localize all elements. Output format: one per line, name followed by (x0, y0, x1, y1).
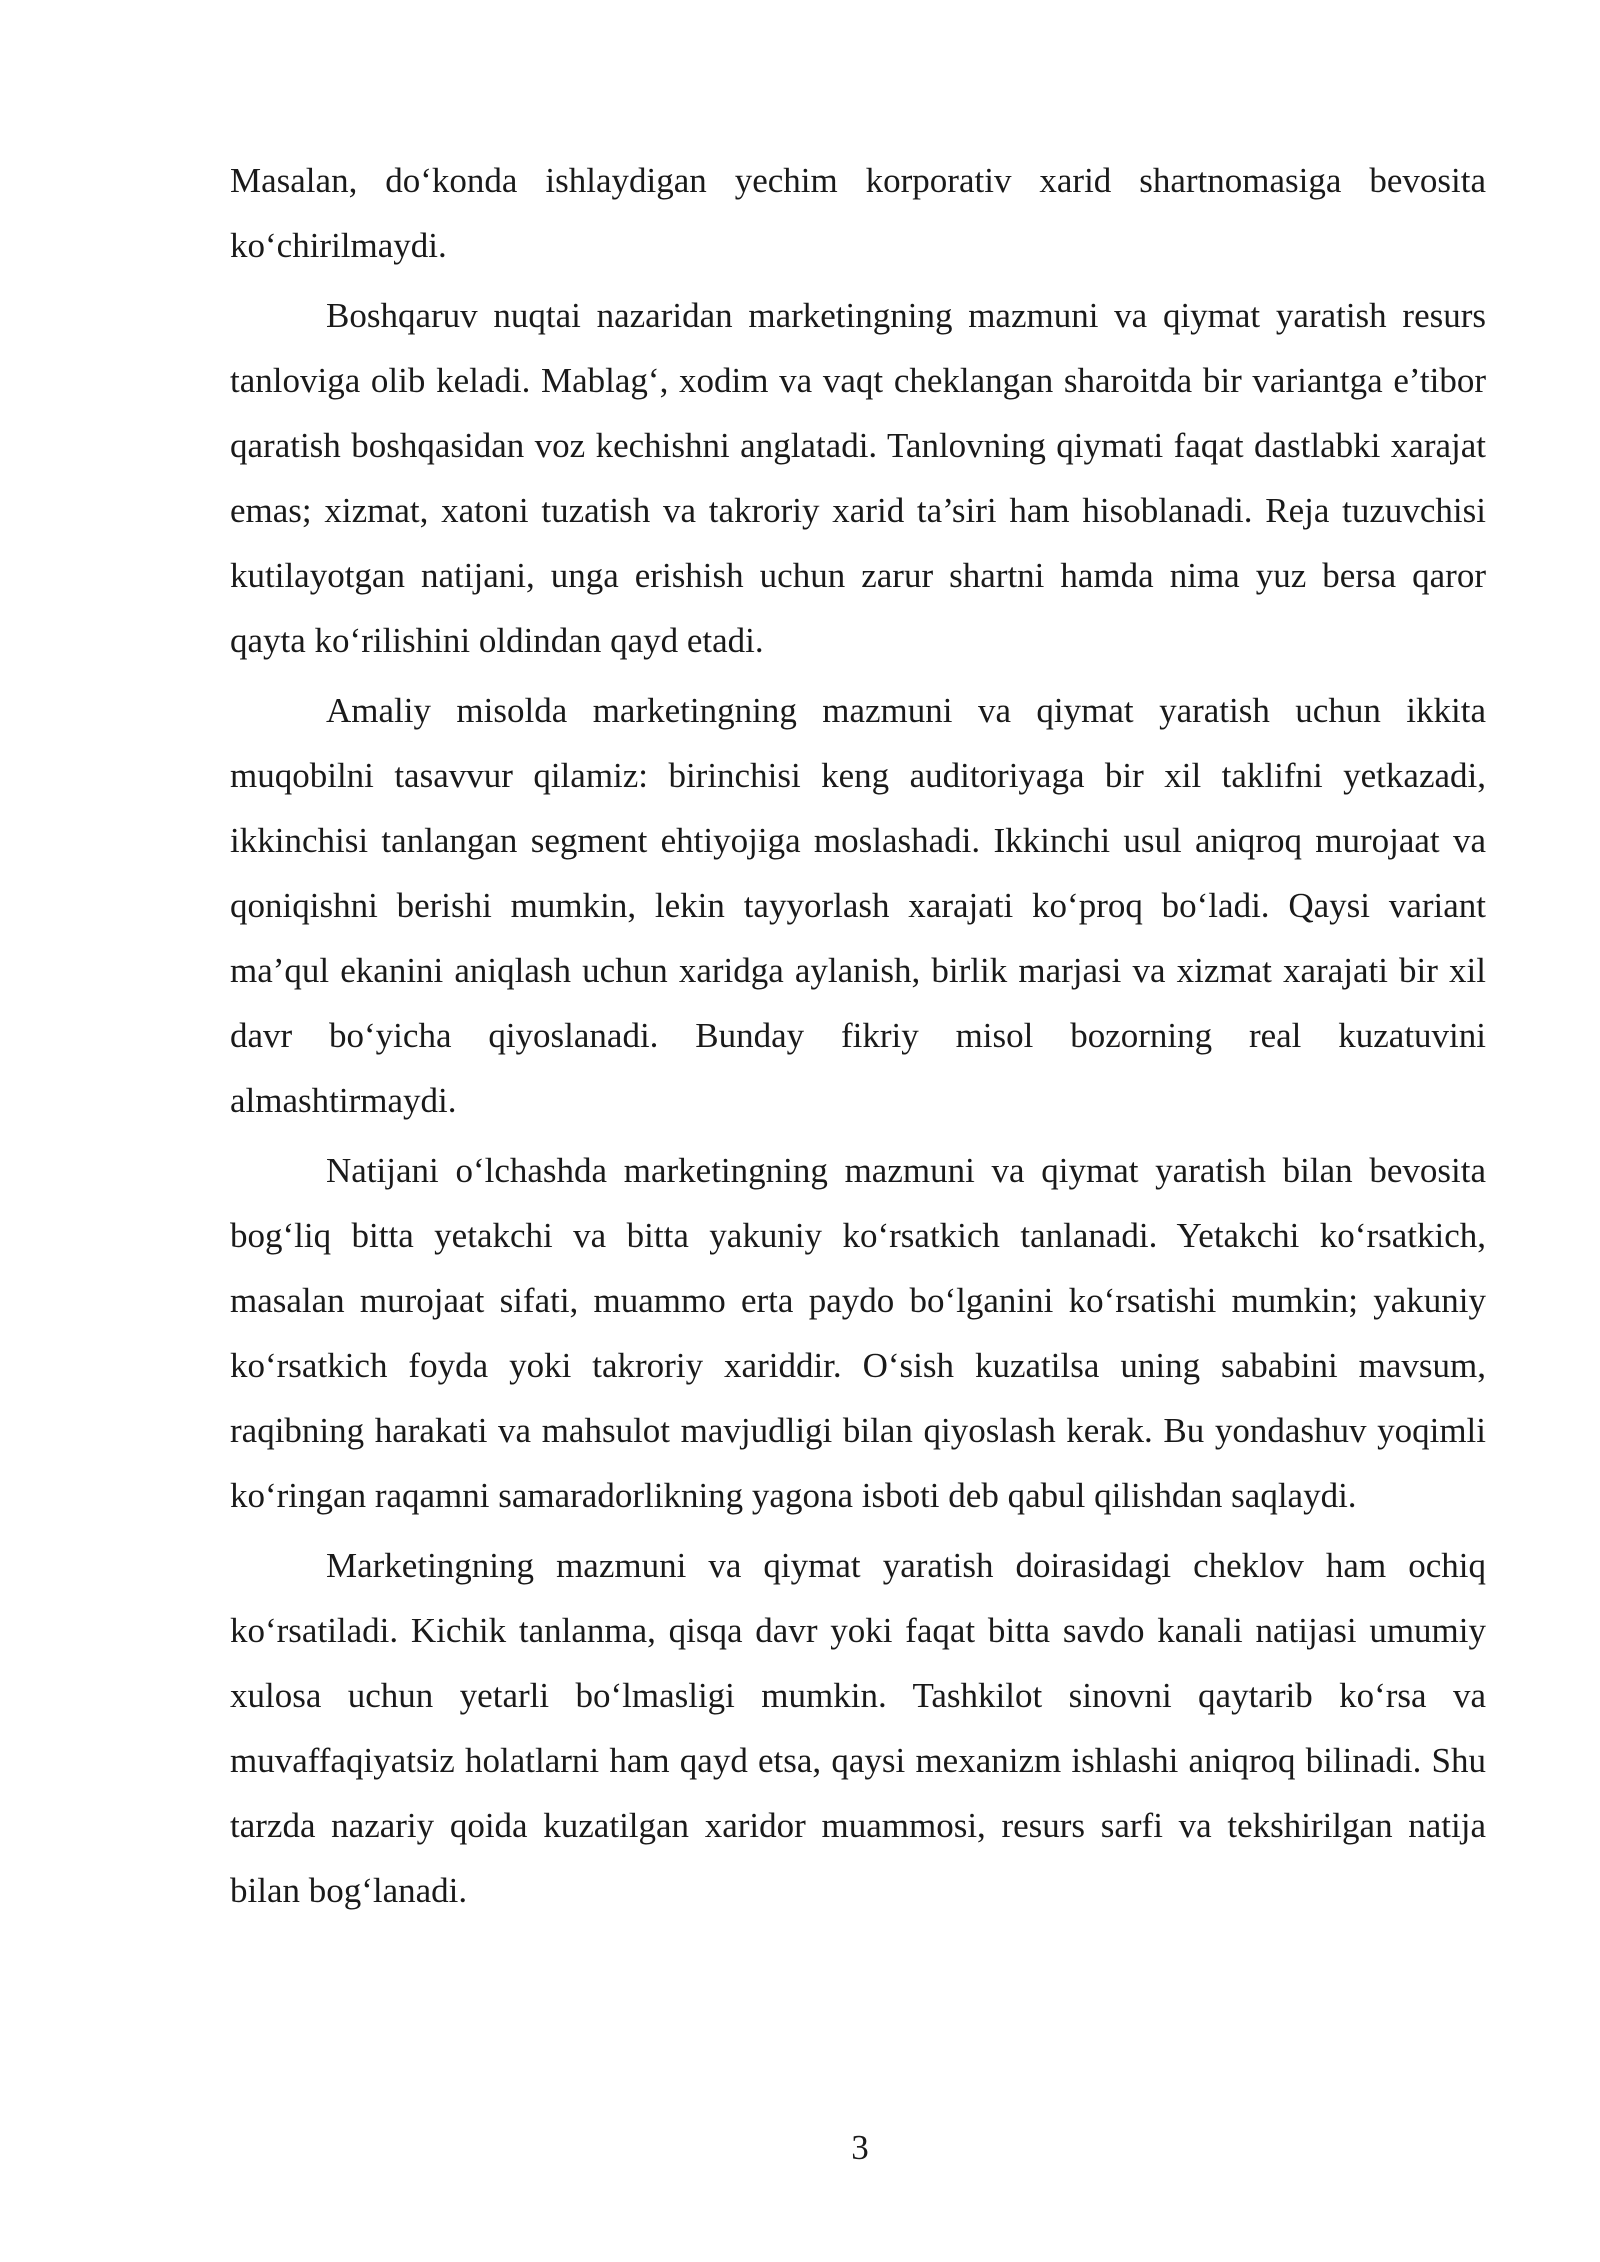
paragraph-continuation: Masalan, do‘konda ishlaydigan yechim korporativ xarid shartnomasiga bevosita ko‘chirilmaydi. (230, 161, 1486, 265)
paragraph-measurement: Natijani o‘lchashda marketingning mazmuni va qiymat yaratish bilan bevosita bog‘liq bitta yetakchi va bitta yakuniy ko‘rsatkich tanlanadi. Yetakchi ko‘rsatkich, masalan murojaat sifati, muammo erta paydo bo‘lganini ko‘rsatishi mumkin; yakuniy ko‘rsatkich foyda yoki takroriy xariddir. O‘sish kuzatilsa uning sababini mavsum, raqibning harakati va mahsulot mavjudligi bilan qiyoslash kerak. Bu yondashuv yoqimli ko‘ringan raqamni samaradorlikning yagona isboti deb qabul qilishdan saqlaydi. (230, 1151, 1486, 1515)
paragraph-resource-choice: Boshqaruv nuqtai nazaridan marketingning mazmuni va qiymat yaratish resurs tanloviga olib keladi. Mablag‘, xodim va vaqt cheklangan sharoitda bir variantga e’tibor qaratish boshqasidan voz kechishni anglatadi. Tanlovning qiymati faqat dastlabki xarajat emas; xizmat, xatoni tuzatish va takroriy xarid ta’siri ham hisoblanadi. Reja tuzuvchisi kutilayotgan natijani, unga erishish uchun zarur shartni hamda nima yuz bersa qaror qayta ko‘rilishini oldindan qayd etadi. (230, 296, 1486, 660)
paragraph-practical-example: Amaliy misolda marketingning mazmuni va qiymat yaratish uchun ikkita muqobilni tasavvur qilamiz: birinchisi keng auditoriyaga bir xil taklifni yetkazadi, ikkinchisi tanlangan segment ehtiyojiga moslashadi. Ikkinchi usul aniqroq murojaat va qoniqishni berishi mumkin, lekin tayyorlash xarajati ko‘proq bo‘ladi. Qaysi variant ma’qul ekanini aniqlash uchun xaridga aylanish, birlik marjasi va xizmat xarajati bir xil davr bo‘yicha qiyoslanadi. Bunday fikriy misol bozorning real kuzatuvini almashtirmaydi. (230, 691, 1486, 1120)
body-text (230, 148, 1486, 1928)
paragraph-limitations: Marketingning mazmuni va qiymat yaratish doirasidagi cheklov ham ochiq ko‘rsatiladi. Kichik tanlanma, qisqa davr yoki faqat bitta savdo kanali natijasi umumiy xulosa uchun yetarli bo‘lmasligi mumkin. Tashkilot sinovni qaytarib ko‘rsa va muvaffaqiyatsiz holatlarni ham qayd etsa, qaysi mexanizm ishlashi aniqroq bilinadi. Shu tarzda nazariy qoida kuzatilgan xaridor muammosi, resurs sarfi va tekshirilgan natija bilan bog‘lanadi. (230, 1546, 1486, 1910)
page-number: 3 (851, 2128, 869, 2167)
